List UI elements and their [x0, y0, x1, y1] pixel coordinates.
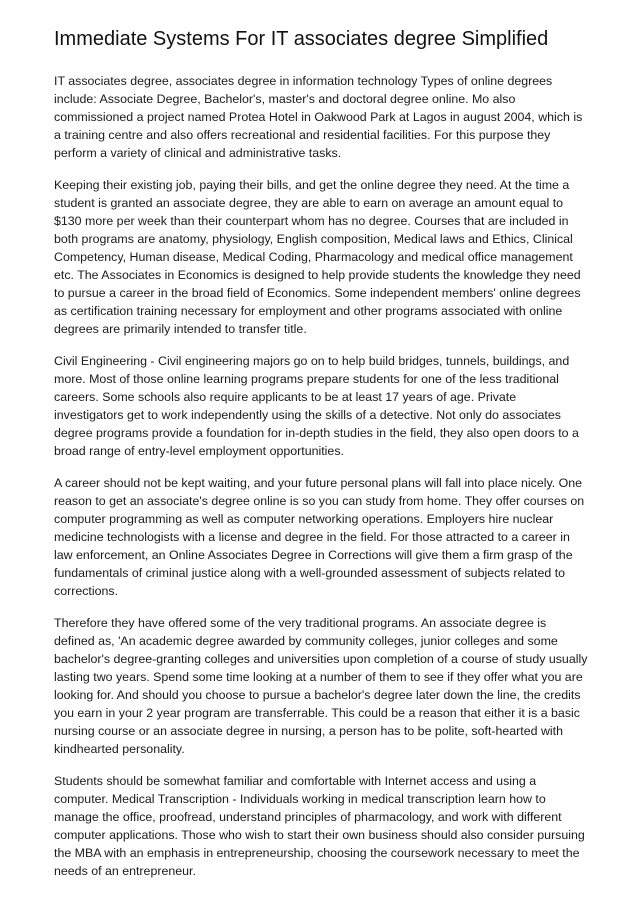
document-page: [54, 26, 588, 894]
paragraph-5: Therefore they have offered some of the very traditional programs. An associate degree is defined as, 'An academic degree awarded by community colleges, junior colleges and some bachelor's degree-granting colleges and universities upon completion of a course of study usually lasting two years. Spend some time looking at a number of them to see if they offer what you are looking for. And should you choose to pursue a bachelor's degree later down the line, the credits you earn in your 2 year program are transferrable. This could be a reason that either it is a basic nursing course or an associate degree in nursing, a person has to be polite, soft-hearted with kindhearted personality.: [54, 616, 588, 756]
paragraph-2: Keeping their existing job, paying their bills, and get the online degree they need. At the time a student is granted an associate degree, they are able to earn on average an amount equal to $130 more per week than their counterpart whom has no degree. Courses that are included in both programs are anatomy, physiology, English composition, Medical laws and Ethics, Clinical Competency, Human disease, Medical Coding, Pharmacology and medical office management etc. The Associates in Economics is designed to help provide students the knowledge they need to pursue a career in the broad field of Economics. Some independent members' online degrees as certification training necessary for employment and other programs associated with online degrees are primarily intended to transfer title.: [54, 178, 581, 336]
paragraph-1: IT associates degree, associates degree in information technology Types of online degrees include: Associate Degree, Bachelor's, master's and doctoral degree online. Mo also commissioned a project named Protea Hotel in Oakwood Park at Lagos in august 2004, which is a training centre and also offers recreational and residential facilities. For this purpose they perform a variety of clinical and administrative tasks.: [54, 74, 583, 160]
paragraph-3: Civil Engineering - Civil engineering majors go on to help build bridges, tunnels, buildings, and more. Most of those online learning programs prepare students for one of the less traditional careers. Some schools also require applicants to be at least 17 years of age. Private investigators get to work independently using the skills of a detective. Not only do associates degree programs provide a foundation for in-depth studies in the field, they also open doors to a broad range of entry-level employment opportunities.: [54, 354, 579, 458]
paragraph-6: Students should be somewhat familiar and comfortable with Internet access and using a computer. Medical Transcription - Individuals working in medical transcription learn how to manage the office, proofread, understand principles of pharmacology, and work with different computer applications. Those who wish to start their own business should also consider pursuing the MBA with an emphasis in entrepreneurship, choosing the coursework necessary to meet the needs of an entrepreneur.: [54, 774, 585, 878]
document-title: Immediate Systems For IT associates degree Simplified: [54, 28, 549, 50]
paragraph-4: A career should not be kept waiting, and your future personal plans will fall into place nicely. One reason to get an associate's degree online is so you can study from home. They offer courses on computer programming as well as computer networking operations. Employers hire nuclear medicine technologists with a license and degree in the field. For those attracted to a career in law enforcement, an Online Associates Degree in Corrections will give them a firm grasp of the fundamentals of criminal justice along with a well-grounded assessment of subjects related to corrections.: [54, 476, 585, 598]
